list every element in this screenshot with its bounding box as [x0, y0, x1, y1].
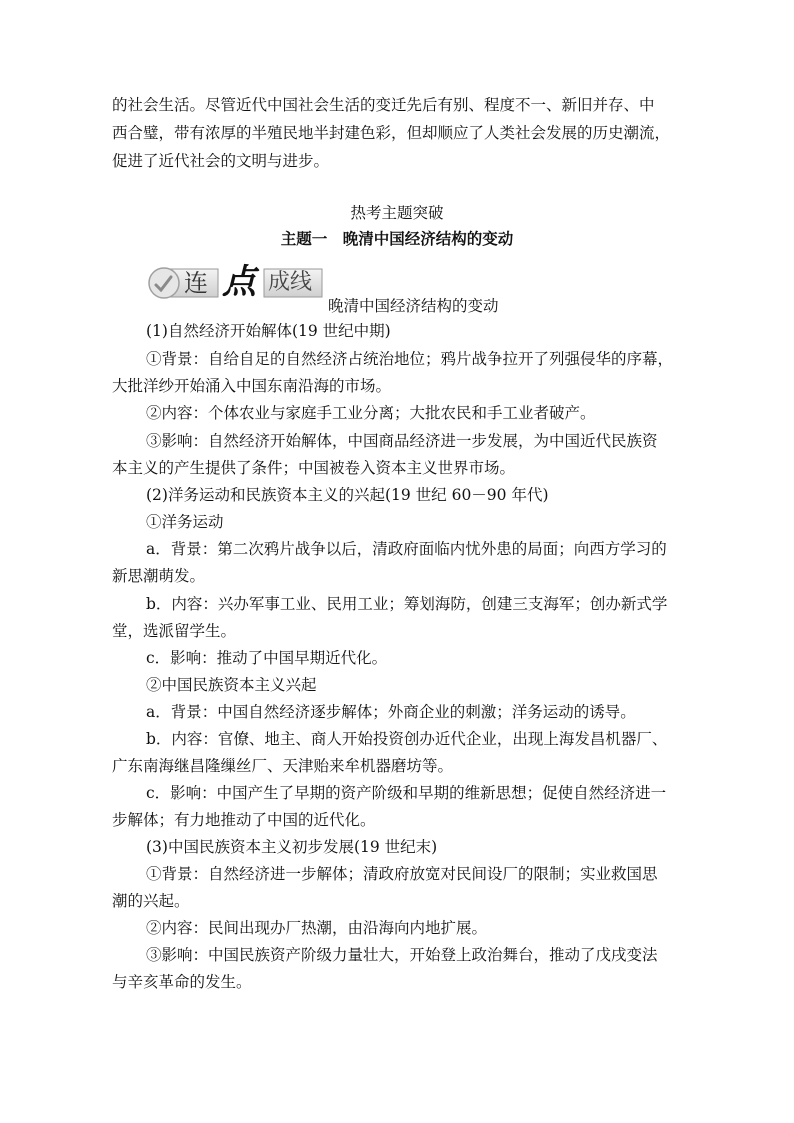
- line-7: (2)洋务运动和民族资本主义的兴起(19 世纪 60－90 年代): [146, 486, 549, 504]
- badge-char-1: 连: [184, 269, 208, 297]
- line-15: a．背景：中国自然经济逐步解体；外商企业的刺激；洋务运动的诱导。: [146, 703, 636, 721]
- badge-char-2: 点: [222, 262, 256, 302]
- line-4: ②内容：个体农业与家庭手工业分离；大批农民和手工业者破产。: [146, 404, 596, 422]
- line-5: ③影响：自然经济开始解体，中国商品经济进一步发展，为中国近代民族资: [146, 432, 658, 450]
- line-23: ②内容：民间出现办厂热潮，由沿海向内地扩展。: [146, 919, 488, 937]
- line-16: b．内容：官僚、地主、商人开始投资创办近代企业，出现上海发昌机器厂、: [146, 730, 668, 748]
- lian-dian-cheng-xian-badge: [146, 262, 324, 302]
- intro-line-2: 西合璧，带有浓厚的半殖民地半封建色彩，但却顺应了人类社会发展的历史潮流，: [112, 124, 671, 142]
- line-18: c．影响：中国产生了早期的资产阶级和早期的维新思想；促使自然经济进一: [146, 784, 667, 802]
- line-17: 广东南海继昌隆缫丝厂、天津贻来牟机器磨坊等。: [112, 757, 454, 775]
- line-12: 堂，选派留学生。: [112, 622, 237, 640]
- section-title: 热考主题突破: [350, 204, 444, 222]
- line-10: 新思潮萌发。: [112, 567, 206, 585]
- line-11: b．内容：兴办军事工业、民用工业；筹划海防，创建三支海军；创办新式学: [146, 595, 668, 613]
- line-9: a．背景：第二次鸦片战争以后，清政府面临内忧外患的局面；向西方学习的: [146, 540, 667, 558]
- intro-line-3: 促进了近代社会的文明与进步。: [112, 152, 330, 170]
- topic-title: 主题一 晚清中国经济结构的变动: [280, 229, 514, 248]
- line-21: ①背景：自然经济进一步解体；清政府放宽对民间设厂的限制；实业救国思: [146, 865, 658, 883]
- check-circle-icon: [149, 268, 179, 298]
- line-25: 与辛亥革命的发生。: [112, 973, 252, 991]
- line-14: ②中国民族资本主义兴起: [146, 676, 317, 694]
- line-24: ③影响：中国民族资产阶级力量壮大，开始登上政治舞台，推动了戊戌变法: [146, 946, 658, 964]
- badge-char-3: 成线: [268, 270, 313, 295]
- line-20: (3)中国民族资本主义初步发展(19 世纪末): [146, 838, 438, 856]
- line-8: ①洋务运动: [146, 513, 224, 531]
- intro-line-1: 的社会生活。尽管近代中国社会生活的变迁先后有别、程度不一、新旧并存、中: [112, 96, 655, 114]
- line-3: 大批洋纱开始涌入中国东南沿海的市场。: [112, 377, 392, 395]
- line-6: 本主义的产生提供了条件；中国被卷入资本主义世界市场。: [112, 459, 516, 477]
- badge-caption: 晚清中国经济结构的变动: [328, 297, 499, 315]
- line-2: ①背景：自给自足的自然经济占统治地位；鸦片战争拉开了列强侵华的序幕，: [146, 350, 674, 368]
- line-22: 潮的兴起。: [112, 892, 190, 910]
- line-13: c．影响：推动了中国早期近代化。: [146, 649, 388, 667]
- line-1: (1)自然经济开始解体(19 世纪中期): [146, 322, 391, 340]
- line-19: 步解体；有力地推动了中国的近代化。: [112, 811, 376, 829]
